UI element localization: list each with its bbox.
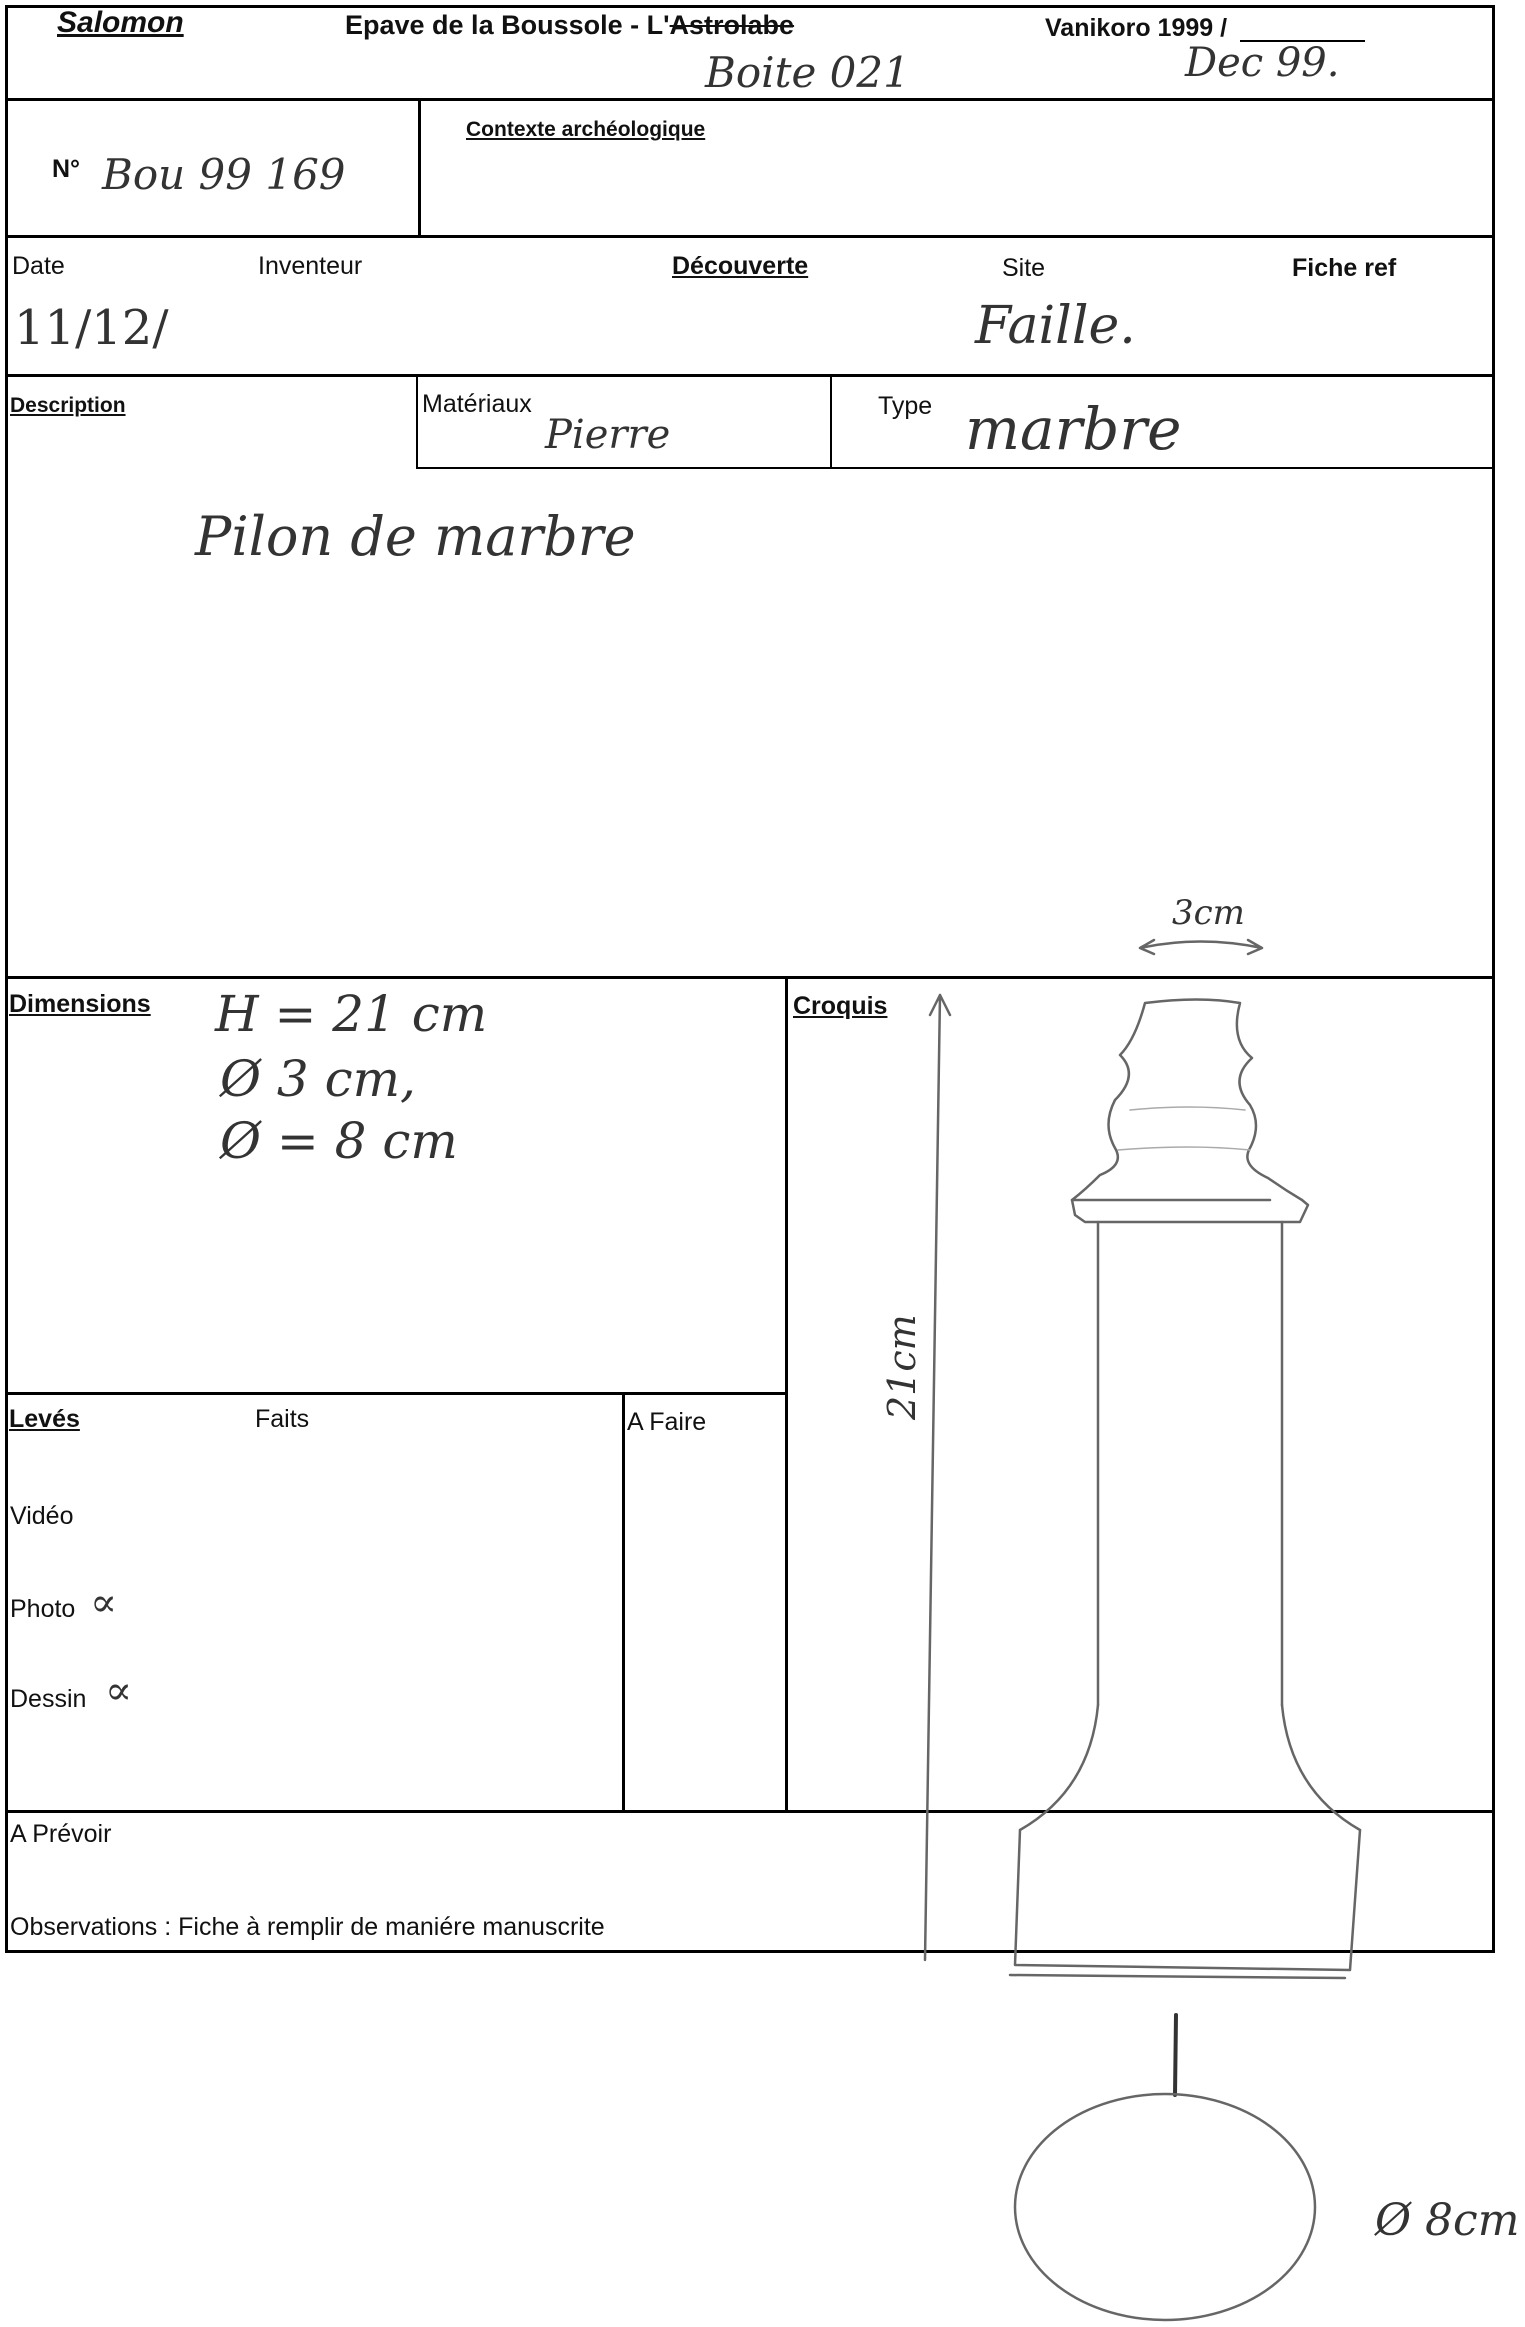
context-label: Contexte archéologique [466, 118, 706, 141]
wreck-title-prefix: Epave de la Boussole - [345, 10, 647, 40]
description-text: Pilon de marbre [195, 505, 636, 568]
surveys-label: Levés [9, 1405, 80, 1433]
wreck-title-struck: Astrolabe [669, 10, 795, 40]
pestle-shaft [1098, 1222, 1282, 1705]
height-dimension-line [925, 995, 950, 1960]
date-value: 11/12/ [14, 300, 169, 356]
fiche-ref-label: Fiche ref [1292, 254, 1397, 282]
base-diameter-label: Ø 8cm [1375, 2195, 1520, 2246]
top-width-arrow [1140, 940, 1262, 954]
photo-mark: ∝ [90, 1580, 118, 1626]
inventor-label: Inventeur [258, 252, 363, 280]
top-width-label: 3cm [1172, 893, 1245, 933]
video-label: Vidéo [10, 1502, 74, 1530]
number-value: Bou 99 169 [102, 150, 346, 199]
photo-label: Photo [10, 1595, 76, 1623]
dimension-diameter-base: Ø = 8 cm [220, 1112, 458, 1170]
number-label: N° [52, 155, 81, 183]
sketch-label: Croquis [793, 992, 888, 1020]
pestle-base [1010, 1830, 1360, 1978]
height-label: 21cm [880, 1314, 924, 1420]
pestle-collar [1072, 1200, 1308, 1222]
wreck-title-l: L' [646, 10, 670, 40]
type-value: marbre [965, 395, 1182, 463]
company-name: Salomon [57, 6, 184, 39]
drawing-mark: ∝ [105, 1668, 133, 1714]
base-stem [1175, 2015, 1176, 2095]
materials-value: Pierre [545, 412, 671, 458]
date-label: Date [12, 252, 65, 280]
dimensions-label: Dimensions [9, 990, 151, 1018]
done-label: Faits [255, 1405, 310, 1433]
pestle-flare [1020, 1705, 1360, 1830]
location-year: Vanikoro 1999 / [1045, 14, 1228, 42]
observations-label: Observations : Fiche à remplir de maniére manuscrite [10, 1913, 605, 1941]
dimension-height: H = 21 cm [215, 985, 488, 1043]
description-label: Description [10, 394, 126, 417]
drawing-label: Dessin [10, 1685, 87, 1713]
plan-label: A Prévoir [10, 1820, 112, 1848]
pestle-capital [1072, 1000, 1302, 1201]
date-handwritten: Dec 99. [1185, 40, 1340, 86]
discovery-label: Découverte [672, 252, 809, 280]
site-value: Faille. [975, 296, 1136, 356]
site-label: Site [1002, 254, 1046, 282]
materials-label: Matériaux [422, 390, 532, 418]
box-handwritten: Boite 021 [705, 48, 910, 97]
todo-label: A Faire [627, 1408, 707, 1436]
base-ellipse [1015, 2094, 1315, 2320]
dimension-diameter-top: Ø 3 cm, [220, 1050, 416, 1108]
type-label: Type [878, 392, 933, 420]
